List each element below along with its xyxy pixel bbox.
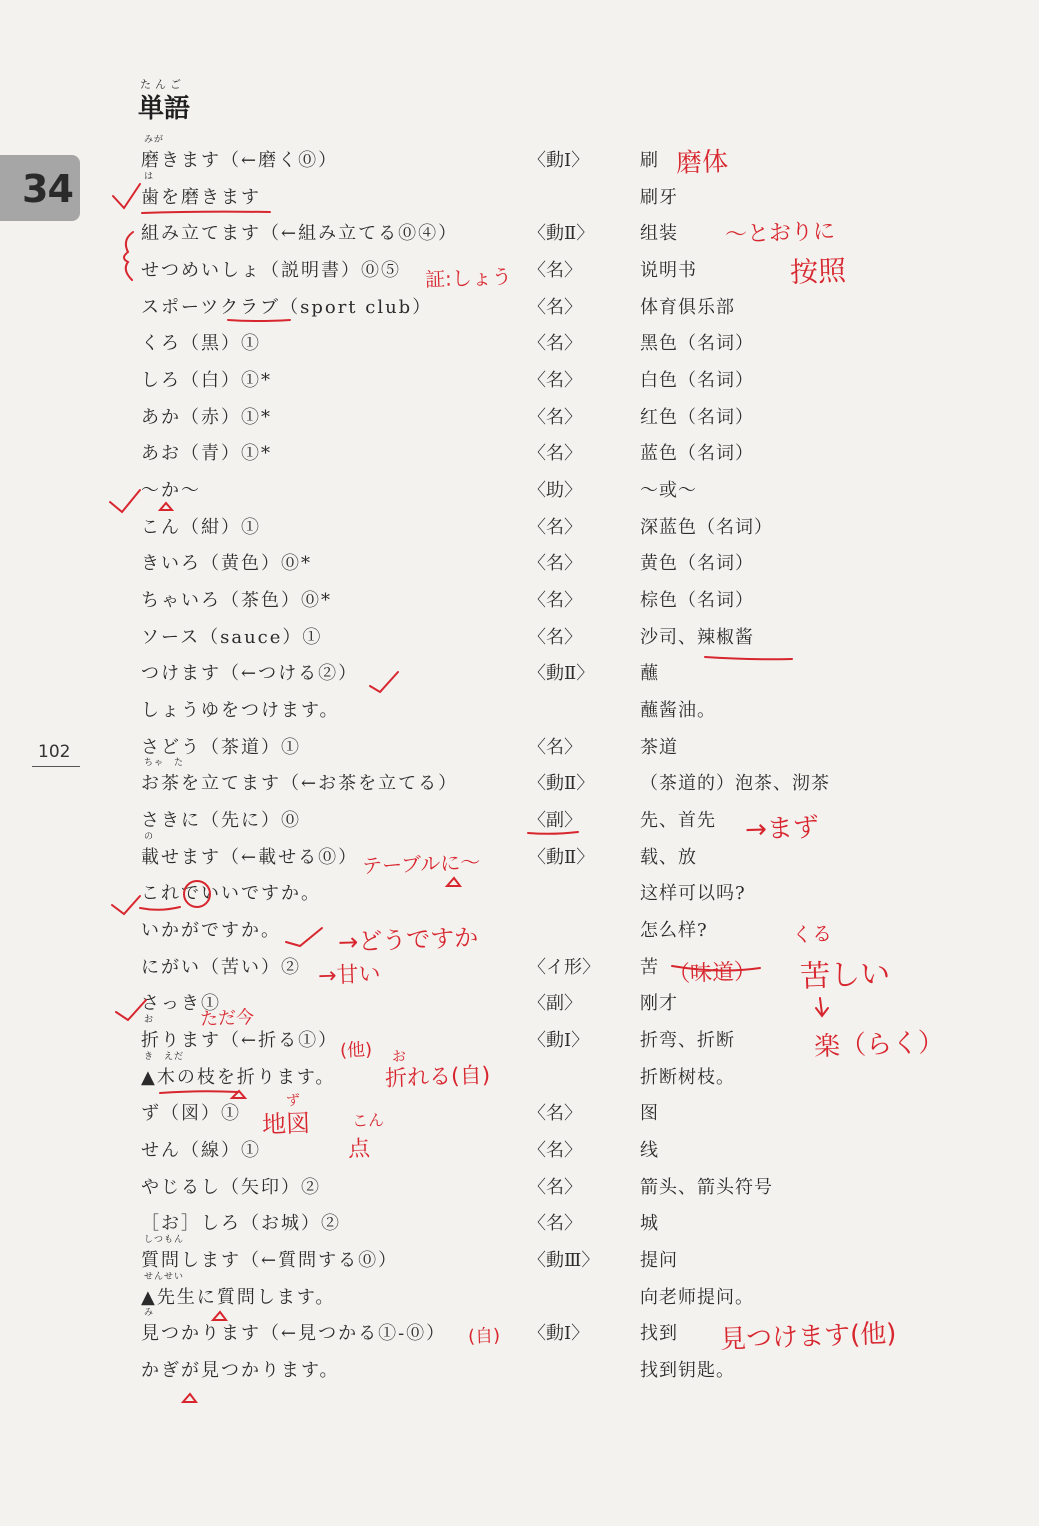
vocab-row [0,879,1039,915]
part-of-speech: 〈名〉 [528,516,582,538]
vocab-row [0,1051,1039,1099]
japanese-term: しろ（白）①* [141,370,272,392]
vocab-row [0,549,1039,585]
part-of-speech: 〈名〉 [528,1103,582,1125]
chinese-meaning: 箭头、箭头符号 [640,1176,773,1198]
japanese-term: ［お］しろ（お城）② [141,1213,341,1235]
part-of-speech: 〈助〉 [528,480,582,502]
part-of-speech: 〈動Ⅰ〉 [528,1323,590,1345]
handwritten-note: 折れる(自) [384,1063,491,1092]
vocab-row [0,659,1039,695]
furigana: の [144,831,155,842]
part-of-speech: 〈名〉 [528,626,582,648]
japanese-term: ～か～ [141,480,201,502]
japanese-term: さどう（茶道）① [141,736,301,758]
vocab-row [0,586,1039,622]
handwritten-note: 磨体 [675,147,729,179]
handwritten-note: こん [351,1110,385,1131]
vocab-row [0,758,1039,805]
chinese-meaning: 找到钥匙。 [640,1360,735,1382]
handwritten-note: 点 [347,1136,371,1163]
vocab-row [0,135,1039,182]
chinese-meaning: 怎么样? [640,920,708,942]
japanese-term: きいろ（黄色）⓪* [141,553,312,575]
chinese-meaning: 找到 [640,1323,678,1345]
chinese-meaning: 图 [640,1103,659,1125]
vocab-row [0,623,1039,659]
handwritten-note: ～とおりに [724,219,836,248]
furigana: み [144,1308,155,1319]
handwritten-note: →どうですか [337,923,479,957]
japanese-term: ▲木の枝を折ります。 [141,1066,336,1088]
chinese-meaning: （茶道的）泡茶、沏茶 [640,773,830,795]
handwritten-note: テーブルに～ [361,849,481,879]
japanese-term: やじるし（矢印）② [141,1176,321,1198]
japanese-term: さっき① [141,993,221,1015]
chinese-meaning: 蘸 [640,663,659,685]
vocab-row [0,989,1039,1025]
part-of-speech: 〈動Ⅱ〉 [528,846,595,868]
chinese-meaning: 红色（名词） [640,406,754,428]
vocab-row [0,806,1039,842]
japanese-term: 質問します（←質問する⓪） [141,1250,399,1272]
chinese-meaning: 向老师提问。 [640,1286,754,1308]
chinese-meaning: 线 [640,1140,659,1162]
vocab-row [0,1356,1039,1392]
chinese-meaning: 提问 [640,1250,678,1272]
part-of-speech: 〈名〉 [528,260,582,281]
handwritten-note: 地図 [261,1109,311,1139]
vocab-row [0,293,1039,329]
chinese-meaning: 载、放 [640,846,697,868]
japanese-term: くろ（黒）① [141,333,261,355]
vocab-row [0,403,1039,439]
chinese-meaning: 先、首先 [640,810,716,832]
part-of-speech: 〈名〉 [528,736,582,758]
part-of-speech: 〈名〉 [528,370,582,392]
japanese-term: せん（線）① [141,1140,261,1162]
japanese-term: これでいいですか。 [141,883,321,905]
handwritten-note: 楽（らく） [813,1027,945,1063]
japanese-term: あお（青）①* [141,443,272,465]
vocab-row [0,513,1039,549]
japanese-term: しょうゆをつけます。 [141,700,340,722]
part-of-speech: 〈名〉 [528,553,582,575]
vocab-row [0,1271,1039,1319]
japanese-term: 歯を磨きます [141,186,261,208]
handwritten-note: (自) [467,1325,501,1348]
japanese-term: つけます（←つける②） [141,663,359,685]
japanese-term: スポーツクラブ（sport club） [141,296,433,318]
vocab-row [0,953,1039,989]
furigana: は [144,171,155,182]
handwritten-note: お [391,1048,407,1066]
part-of-speech: 〈動Ⅱ〉 [528,773,595,795]
vocab-row [0,476,1039,512]
japanese-term: 載せます（←載せる⓪） [141,846,359,868]
part-of-speech: 〈動Ⅲ〉 [528,1250,600,1272]
japanese-term: せつめいしょ（説明書）⓪⑤ [141,260,401,281]
chinese-meaning: 城 [640,1213,659,1235]
japanese-term: 見つかります（←見つかる①-⓪） [141,1323,447,1345]
chinese-meaning: 蓝色（名词） [640,443,754,465]
furigana: しつもん [144,1235,185,1246]
vocab-row [0,219,1039,255]
triangle-mark [183,1394,196,1402]
part-of-speech: 〈名〉 [528,1213,582,1235]
handwritten-note: 見つけます(他) [719,1318,897,1356]
handwritten-note: 按照 [789,254,847,289]
chinese-meaning: 深蓝色（名词） [640,516,773,538]
part-of-speech: 〈名〉 [528,1140,582,1162]
part-of-speech: 〈名〉 [528,406,582,428]
chinese-meaning: 苦 [640,956,659,978]
handwritten-note: ただ今 [199,1007,255,1030]
chinese-meaning: 棕色（名词） [640,590,754,612]
chinese-meaning: 沙司、辣椒酱 [640,626,754,648]
vocab-row [0,1099,1039,1135]
part-of-speech: 〈名〉 [528,443,582,465]
part-of-speech: 〈副〉 [528,993,582,1015]
chinese-meaning: 黄色（名词） [640,553,754,575]
vocab-row [0,1308,1039,1355]
japanese-term: にがい（苦い）② [141,956,301,978]
handwritten-note: （味道） [667,959,757,988]
handwritten-note: →甘い [317,961,381,990]
vocab-row [0,1173,1039,1209]
handwritten-note: 証:しょう [424,264,513,292]
part-of-speech: 〈名〉 [528,590,582,612]
chinese-meaning: 这样可以吗? [640,883,746,905]
page-title: 単語 [138,94,191,124]
japanese-term: 磨きます（←磨く⓪） [141,150,339,171]
furigana: お [144,1015,155,1026]
chinese-meaning: 体育俱乐部 [640,296,735,318]
vocab-row [0,171,1039,219]
vocab-row [0,1136,1039,1172]
page-number: 102 [38,742,71,762]
japanese-term: 組み立てます（←組み立てる⓪④） [141,223,459,245]
chinese-meaning: 折弯、折断 [640,1030,735,1052]
vocab-row [0,256,1039,292]
vocab-row [0,831,1039,879]
japanese-term: お茶を立てます（←お茶を立てる） [141,773,459,795]
japanese-term: さきに（先に）⓪ [141,810,301,832]
chinese-meaning: 白色（名词） [640,370,754,392]
part-of-speech: 〈名〉 [528,333,582,355]
chinese-meaning: 组装 [640,223,678,245]
chinese-meaning: 刚才 [640,993,678,1015]
japanese-term: ▲先生に質問します。 [141,1286,336,1308]
chinese-meaning: 说明书 [640,260,697,281]
furigana: みが [144,135,165,145]
furigana: き えだ [144,1051,185,1062]
japanese-term: ソース（sauce）① [141,626,323,648]
vocab-row [0,696,1039,732]
vocab-row [0,366,1039,402]
furigana: ちゃ た [144,758,185,769]
part-of-speech: 〈動Ⅱ〉 [528,663,595,685]
part-of-speech: 〈副〉 [528,810,582,832]
japanese-term: 折ります（←折る①） [141,1030,339,1052]
part-of-speech: 〈イ形〉 [528,956,600,978]
part-of-speech: 〈動Ⅰ〉 [528,1030,590,1052]
part-of-speech: 〈名〉 [528,296,582,318]
handwritten-note: ず [285,1092,301,1110]
title-ruby: たんご [140,78,185,91]
vocab-row [0,329,1039,365]
japanese-term: いかがですか。 [141,920,281,942]
handwritten-note: くる [791,921,833,947]
japanese-term: かぎが見つかります。 [141,1360,340,1382]
vocab-row [0,916,1039,952]
chinese-meaning: 刷 [640,150,659,171]
vocab-row [0,439,1039,475]
japanese-term: あか（赤）①* [141,406,272,428]
chapter-number: 34 [22,167,73,211]
chinese-meaning: ～或～ [640,480,697,502]
japanese-term: ちゃいろ（茶色）⓪* [141,590,332,612]
handwritten-note: →まず [744,812,820,846]
part-of-speech: 〈名〉 [528,1176,582,1198]
chinese-meaning: 折断树枝。 [640,1066,735,1088]
part-of-speech: 〈動Ⅱ〉 [528,223,595,245]
chinese-meaning: 蘸酱油。 [640,700,716,722]
handwritten-note: (他) [339,1039,373,1062]
part-of-speech: 〈動Ⅰ〉 [528,150,590,171]
japanese-term: ず（図）① [141,1103,241,1125]
chinese-meaning: 茶道 [640,736,678,758]
chinese-meaning: 黑色（名词） [640,333,754,355]
furigana: せんせい [144,1271,185,1282]
chinese-meaning: 刷牙 [640,186,678,208]
handwritten-note: 苦しい [799,956,891,995]
japanese-term: こん（紺）① [141,516,261,538]
